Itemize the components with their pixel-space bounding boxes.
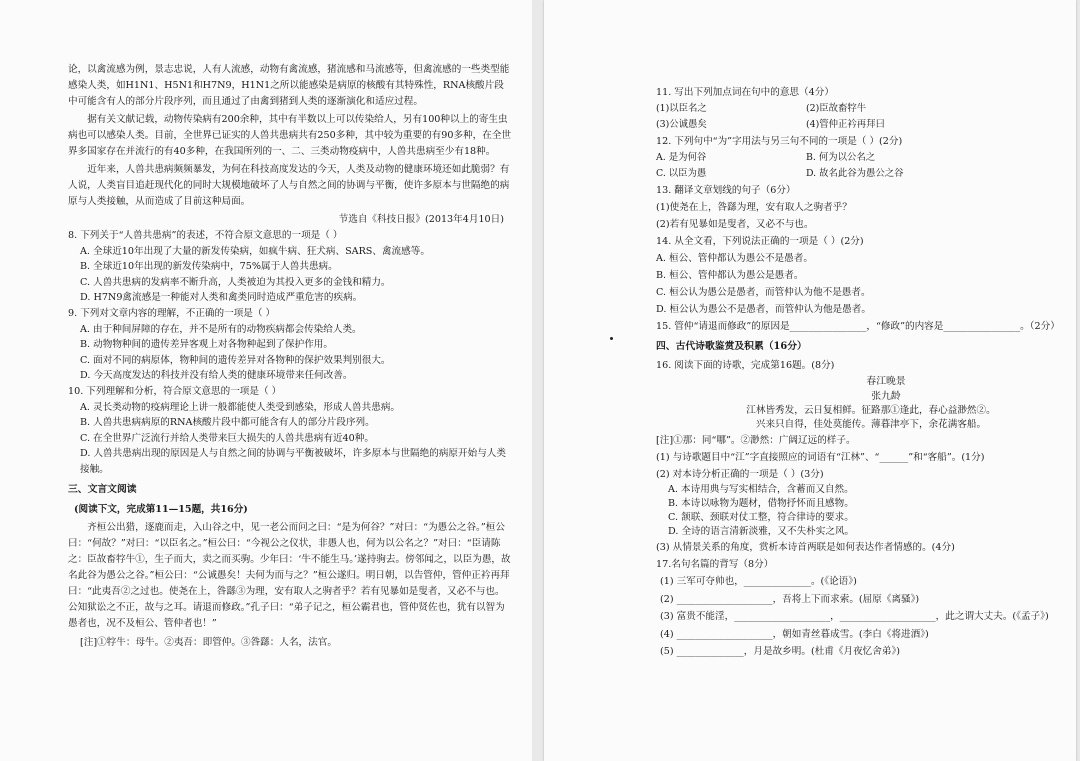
question-stem: 13. 翻译文章划线的句子（6分） (656, 185, 796, 196)
option-c: C. 颔联、颈联对仗工整，符合律诗的要求。 (668, 512, 854, 523)
paragraph-1: 论，以禽流感为例，景志忠说，人有人流感，动物有禽流感，猪流感和马流感等，但禽流感的一些类型能感染人类，如H1N1、H5N1和H7N9，H1N1之所以能感染是病原的核酸有其特殊性，RNA核酸片段中可能含有人的部分片段序列，而且通过了由禽到猪到人类的逐渐演化和适应过程。 (68, 64, 510, 107)
question-stem: 12. 下列句中“为”字用法与另三句不同的一项是（ ）(2分) (656, 136, 903, 147)
option-b: B. 动物物种间的遗传差异客观上对各物种起到了保护作用。 (80, 339, 333, 351)
scan-speck (610, 337, 613, 340)
option-d: D. 今天高度发达的科技并没有给人类的健康环境带来任何改善。 (80, 370, 353, 382)
option-c: C. 以臣为愚 (656, 168, 707, 179)
left-page (0, 0, 532, 761)
option-a: A. 全球近10年出现了大量的新发传染病，如疯牛病、狂犬病、SARS、禽流感等。 (80, 245, 430, 257)
question-stem: 8. 下列关于“人兽共患病”的表述，不符合原文意思的一项是（ ） (68, 230, 343, 241)
option-d: D. 人兽共患病出现的原因是人与自然之间的协调与平衡被破坏，许多原本与世隔绝的病原开始与人类接触。 (80, 448, 506, 475)
question-8 (68, 228, 512, 306)
recite-item-5: (5) ______________，月是故乡明。(杜甫《月夜忆舍弟》) (660, 646, 900, 657)
question-stem: 16. 阅读下面的诗歌，完成第16题。(8分) (656, 360, 835, 371)
option-c: C. 桓公认为愚公是愚者，而管仲认为他不是愚者。 (656, 287, 871, 298)
option-b: B. 桓公、管仲都认为愚公是愚者。 (656, 270, 804, 281)
option-d: D. H7N9禽流感是一种能对人类和禽类同时造成严重危害的疾病。 (80, 292, 363, 304)
recite-item-4: (4) ____________________，朝如青丝暮成雪。(李白《将进酒》) (660, 628, 929, 640)
option-b: B. 何为以公名之 (806, 152, 876, 163)
question-15: 15. 管仲“请退而修政”的原因是________________，“修政”的内容是________________。（2分） (656, 321, 1060, 332)
question-12 (656, 133, 1056, 182)
option-b: B. 本诗以咏物为题材，借物抒怀而且感物。 (668, 498, 854, 509)
option-a: A. 是为何谷 (656, 152, 707, 163)
sub-question-2: (2) 对本诗分析正确的一项是（ ）(3分) (656, 469, 824, 480)
poem-line-1: 江林皆秀发，云日复相鲜。征路那①逢此，春心益渺然②。 (746, 405, 996, 416)
recite-item-2: (2) ____________________，吾将上下而求索。(屈原《离骚》) (660, 593, 920, 605)
option-a: A. 本诗用典与写实相结合，含蓄而又自然。 (668, 484, 854, 495)
classical-note: [注]①牸牛：母牛。②夷吾：即管仲。③咎繇：人名，法官。 (80, 636, 337, 648)
question-stem: 9. 下列对文章内容的理解，不正确的一项是（ ） (68, 307, 276, 319)
question-stem: 11. 写出下列加点词在句中的意思（4分） (656, 87, 834, 98)
question-16 (656, 357, 1056, 556)
option-a: A. 灵长类动物的疫病理论上讲一般都能使人类受到感染，形成人兽共患病。 (80, 401, 401, 413)
item-3: (3)公诚愚矣 (656, 119, 707, 130)
item-4: (4)管仲正衿再拜曰 (806, 119, 885, 130)
poem-note: [注]①那：同“哪”。②渺然：广阔辽远的样子。 (656, 435, 856, 446)
poem-line-2: 兴来只自得，佳处莫能传。薄暮津亭下，余花满客船。 (755, 419, 987, 430)
option-d: D. 桓公认为愚公不是愚者，而管仲认为他是愚者。 (656, 304, 871, 315)
option-a: A. 由于种间屏障的存在，并不是所有的动物疾病都会传染给人类。 (80, 323, 362, 335)
option-grid (656, 150, 1056, 182)
option-b: B. 全球近10年出现的新发传染病中，75%属于人兽共患病。 (80, 261, 338, 273)
option-c: C. 在全世界广泛流行并给人类带来巨大损失的人兽共患病有近40种。 (80, 432, 374, 444)
paragraph-3: 近年来，人兽共患病频频暴发，为何在科技高度发达的今天，人类及动物的健康环境还如此脆弱？有人说，人类盲目追赶现代化的同时大规模地破坏了人与自然之间的协调与平衡，使许多原本与世隔绝的病原与人类接触，从而造成了目前这种局面。 (68, 164, 510, 207)
question-13 (656, 182, 1056, 233)
poem-author: 张九龄 (871, 391, 901, 402)
option-a: A. 桓公、管仲都认为愚公不是愚者。 (656, 253, 813, 264)
question-9 (68, 306, 512, 384)
option-c: C. 面对不同的病原体，物种间的遗传差异对各物种的保护效果判别很大。 (80, 354, 391, 366)
question-stem: 10. 下列理解和分析，符合原文意思的一项是（ ） (68, 385, 282, 397)
section-3-heading: 三、文言文阅读 (68, 483, 137, 495)
recite-item-1: (1) 三军可夺帅也，______________。(《论语》) (660, 576, 857, 587)
classical-text: 齐桓公出猎，逐鹿而走，入山谷之中，见一老公而问之曰：“是为何谷？”对曰：“为愚公之谷。”桓公曰：“何故？”对曰：“以臣名之。”桓公曰：“今视公之仪状，非愚人也，何为以公名之？”对曰：“臣请陈之：臣故畜牸牛①，生子而大，卖之而买驹。少年曰：‘牛不能生马。’遂持驹去。傍邻闻之，以臣为愚，故名此谷为愚公之谷。”桓公曰：“公诚愚矣！夫何为而与之？”桓公遂归。明日朝，以告管仲，管仲正衿再拜曰：“此夷吾②之过也。使尧在上，咎繇③为理，安有取人之驹者乎？若有见暴如是叟者，又必不与也。公知狱讼之不正，故与之耳。请退而修政。”孔子曰：“弟子记之，桓公霸君也，管仲贤佐也，犹有以智为愚者也，况不及桓公、管仲者也！” (68, 521, 511, 629)
question-10 (68, 384, 512, 478)
right-page (544, 0, 1076, 761)
question-11 (656, 84, 1056, 133)
section-3-instructions: (阅读下文，完成第11—15题，共16分) (74, 503, 248, 515)
sub-question-3: (3) 从情景关系的角度，赏析本诗首两联是如何表达作者情感的。(4分) (656, 542, 955, 553)
poem-title: 春江晚景 (866, 376, 906, 387)
question-14 (656, 233, 1056, 318)
question-stem: 14. 从全文看，下列说法正确的一项是（ ）(2分) (656, 236, 864, 247)
sentence-1: (1)使尧在上，咎繇为理，安有取人之驹者乎？ (656, 202, 852, 213)
section-4-heading: 四、古代诗歌鉴赏及积累（16分） (656, 341, 807, 352)
paragraph-2: 据有关文献记载，动物传染病有200余种，其中有半数以上可以传染给人，另有100种以上的寄生虫病也可以感染人类。目前，全世界已证实的人兽共患病共有250多种，其中较为重要的有90多种，在全世界多国家存在并流行的有40多种，在我国所列的一、二、三类动物疫病中，人兽共患病至少有18种。 (68, 114, 512, 157)
question-17 (656, 556, 1056, 661)
option-d: D. 故名此谷为愚公之谷 (806, 168, 904, 179)
sentence-2: (2)若有见暴如是叟者，又必不与也。 (656, 219, 814, 230)
answer-grid (656, 101, 1056, 133)
sub-question-1: (1) 与诗歌题目中“江”字直接照应的词语有“江林”、“______”和“客船”。(1分) (656, 452, 985, 463)
option-d: D. 全诗的语言清新淡雅，又不失朴实之风。 (668, 526, 855, 537)
item-2: (2)臣故畜牸牛 (806, 103, 867, 114)
item-1: (1)以臣名之 (656, 103, 707, 114)
option-b: B. 人兽共患病病原的RNA核酸片段中都可能含有人的部分片段序列。 (80, 417, 375, 429)
question-stem: 17.名句名篇的背写（8分） (656, 559, 774, 570)
page-gap (532, 0, 544, 761)
recite-item-3: (3) 富贵不能淫，____________________，____________________，此之谓大丈夫。(《孟子》) (660, 611, 1049, 622)
article-source: 节选自《科技日报》(2013年4月10日) (338, 214, 504, 225)
option-c: C. 人兽共患病的发病率不断升高，人类被迫为其投入更多的金钱和精力。 (80, 276, 391, 288)
